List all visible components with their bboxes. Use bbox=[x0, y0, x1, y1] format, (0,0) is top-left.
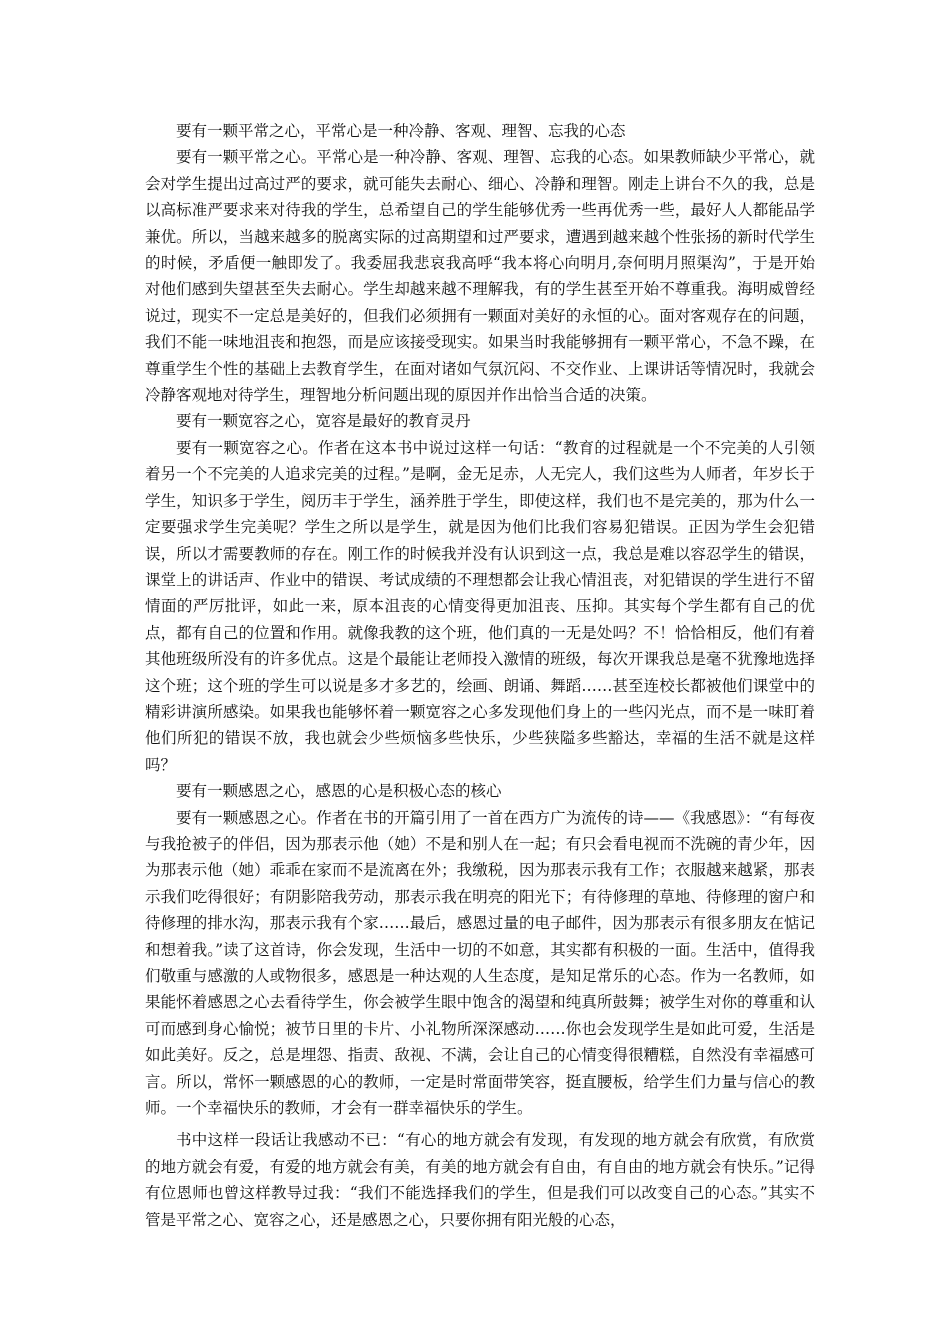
paragraph-ordinary-heart: 要有一颗平常之心。平常心是一种冷静、客观、理智、忘我的心态。如果教师缺少平常心，就会对学生提出过高过严的要求，就可能失去耐心、细心、冷静和理智。刚走上讲台不久的我，总是以高标准严要求来对待我的学生，总希望自己的学生能够优秀一些再优秀一些，最好人人都能品学兼优。所以，当越来越多的脱离实际的过高期望和过严要求，遭遇到越来越个性张扬的新时代学生的时候，矛盾便一触即发了。我委屈我悲哀我高呼“我本将心向明月,奈何明月照渠沟”，于是开始对他们感到失望甚至失去耐心。学生却越来越不理解我，有的学生甚至开始不尊重我。海明威曾经说过，现实不一定总是美好的，但我们必须拥有一颗面对美好的永恒的心。面对客观存在的问题，我们不能一味地沮丧和抱怨，而是应该接受现实。如果当时我能够拥有一颗平常心，不急不躁，在尊重学生个性的基础上去教育学生，在面对诸如气氛沉闷、不交作业、上课讲话等情况时，我就会冷静客观地对待学生，理智地分析问题出现的原因并作出恰当合适的决策。 bbox=[145, 148, 815, 405]
paragraph-tolerant-heart: 要有一颗宽容之心。作者在这本书中说过这样一句话：“教育的过程就是一个不完美的人引领着另一个不完美的人追求完美的过程。”是啊，金无足赤，人无完人，我们这些为人师者，年岁长于学生，知识多于学生，阅历丰于学生，涵养胜于学生，即使这样，我们也不是完美的，那为什么一定要强求学生完美呢？学生之所以是学生，就是因为他们比我们容易犯错误。正因为学生会犯错误，所以才需要教师的存在。刚工作的时候我并没有认识到这一点，我总是难以容忍学生的错误，课堂上的讲话声、作业中的错误、考试成绩的不理想都会让我心情沮丧，对犯错误的学生进行不留情面的严厉批评，如此一来，原本沮丧的心情变得更加沮丧、压抑。其实每个学生都有自己的优点，都有自己的位置和作用。就像我教的这个班，他们真的一无是处吗？不！恰恰相反，他们有着其他班级所没有的许多优点。这是个最能让老师投入激情的班级，每次开课我总是毫不犹豫地选择这个班；这个班的学生可以说是多才多艺的，绘画、朗诵、舞蹈……甚至连校长都被他们课堂中的精彩讲演所感染。如果我也能够怀着一颗宽容之心多发现他们身上的一些闪光点，而不是一味盯着他们所犯的错误不放，我也就会少些烦恼多些快乐，少些狭隘多些豁达，幸福的生活不就是这样吗？ bbox=[145, 438, 815, 774]
document-body bbox=[145, 118, 815, 1233]
heading-grateful-heart: 要有一颗感恩之心，感恩的心是积极心态的核心 bbox=[176, 782, 502, 801]
heading-tolerant-heart: 要有一颗宽容之心，宽容是最好的教育灵丹 bbox=[176, 412, 471, 431]
paragraph-closing: 书中这样一段话让我感动不已：“有心的地方就会有发现，有发现的地方就会有欣赏，有欣赏的地方就会有爱，有爱的地方就会有美，有美的地方就会有自由，有自由的地方就会有快乐。”记得有位恩师也曾这样教导过我：“我们不能选择我们的学生，但是我们可以改变自己的心态。”其实不管是平常之心、宽容之心，还是感恩之心，只要你拥有阳光般的心态， bbox=[145, 1131, 815, 1229]
paragraph-grateful-heart: 要有一颗感恩之心。作者在书的开篇引用了一首在西方广为流传的诗——《我感恩》：“有每夜与我抢被子的伴侣，因为那表示他（她）不是和别人在一起；有只会看电视而不洗碗的青少年，因为那表示他（她）乖乖在家而不是流离在外；我缴税，因为那表示我有工作；衣服越来越紧，那表示我们吃得很好；有阴影陪我劳动，那表示我在明亮的阳光下；有待修理的草地、待修理的窗户和待修理的排水沟，那表示我有个家……最后，感恩过量的电子邮件，因为那表示有很多朋友在惦记和想着我。”读了这首诗，你会发现，生活中一切的不如意，其实都有积极的一面。生活中，值得我们敬重与感激的人或物很多，感恩是一种达观的人生态度，是知足常乐的心态。作为一名教师，如果能怀着感恩之心去看待学生，你会被学生眼中饱含的渴望和纯真所鼓舞；被学生对你的尊重和认可而感到身心愉悦；被节日里的卡片、小礼物所深深感动……你也会发现学生是如此可爱，生活是如此美好。反之，总是埋怨、指责、敌视、不满，会让自己的心情变得很糟糕，自然没有幸福感可言。所以，常怀一颗感恩的心的教师，一定是时常面带笑容，挺直腰板，给学生们力量与信心的教师。一个幸福快乐的教师，才会有一群幸福快乐的学生。 bbox=[145, 808, 815, 1118]
heading-ordinary-heart: 要有一颗平常之心，平常心是一种冷静、客观、理智、忘我的心态 bbox=[176, 122, 626, 140]
